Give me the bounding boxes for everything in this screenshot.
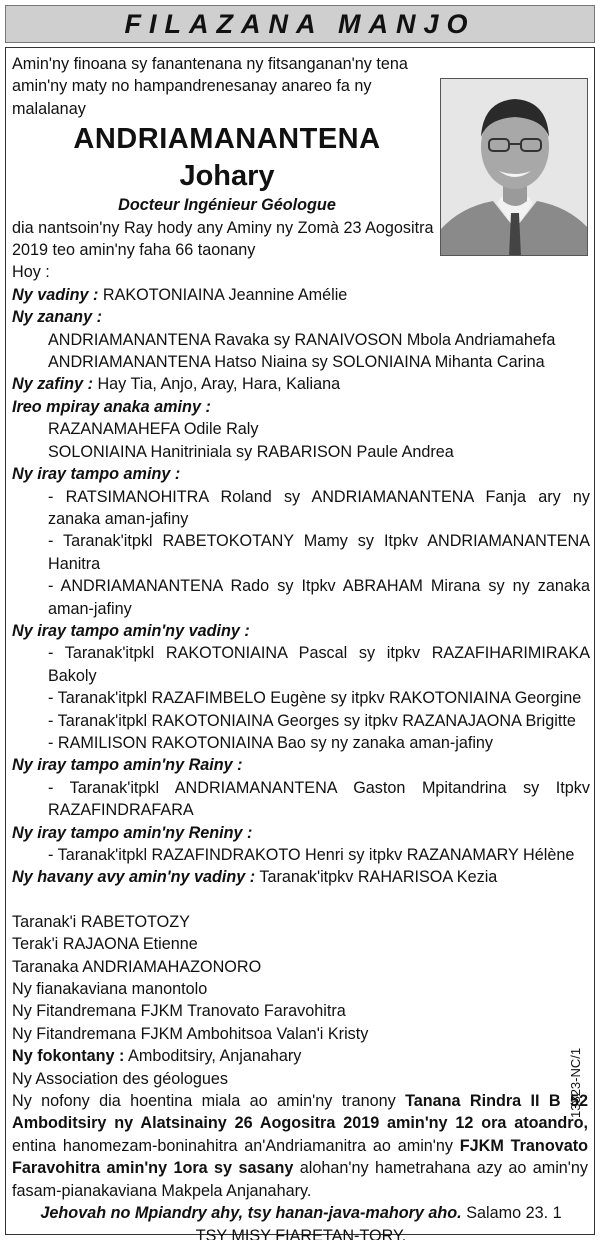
family-group-label [12,463,590,485]
relative-line: Ny Fitandremana FJKM Tranovato Faravohitra [12,1002,346,1021]
death-notice: dia nantsoin'ny Ray hody any Aminy ny Zomà 23 Aogositra 2019 teo amin'ny faha 66 taonany [12,218,434,260]
family-list [12,284,590,889]
family-member: - Taranak'itpkl RAKOTONIAINA Pascal sy itpkv RAZAFIHARIMIRAKA Bakoly [48,644,590,685]
family-group-label [12,306,590,328]
family-member: - ANDRIAMANANTENA Rado sy Itpkv ABRAHAM Mirana sy ny zanaka aman-jafiny [48,577,590,618]
family-member: SOLONIAINA Hanitriniala sy RABARISON Paule Andrea [48,442,454,461]
family-member: - RAMILISON RAKOTONIAINA Bao sy ny zanaka aman-jafiny [48,733,494,752]
family-label: Ny iray tampo amin'ny Reniny : [12,823,253,842]
family-label: Ny zanany : [12,308,102,327]
family-member: ANDRIAMANANTENA Hatso Niaina sy SOLONIAINA Mihanta Carina [48,353,545,372]
family-member: - Taranak'itpkl RAZAFINDRAKOTO Henri sy itpkv RAZANAMARY Hélène [48,846,575,864]
closing-line: TSY MISY FIARETAN-TORY. [195,1226,407,1240]
fokontany-label: Ny fokontany : [12,1047,125,1066]
funeral-text-1: Ny nofony dia hoentina miala ao amin'ny tranony [12,1092,406,1111]
hoy-label: Hoy : [12,263,50,282]
association-line: Ny Association des géologues [12,1069,228,1088]
funeral-church: FJKM Tranovato Faravohitra amin'ny 1ora sy sasany [12,1136,588,1178]
family-member: - Taranak'itpkl RAKOTONIAINA Georges sy itpkv RAZANAJAONA Brigitte [48,711,576,730]
others-list [12,911,590,1045]
family-member: RAZANAMAHEFA Odile Raly [48,420,259,439]
family-inline-value: RAKOTONIAINA Jeannine Amélie [102,285,348,304]
family-group-label [12,866,590,888]
family-label: Ny havany avy amin'ny vadiny : [12,868,256,887]
funeral-details [12,1090,588,1202]
notice-header [5,5,595,43]
family-group-label [12,284,590,306]
relative-line: Ny Fitandremana FJKM Ambohitsoa Valan'i Kristy [12,1024,369,1043]
relative-line: Ny fianakaviana manontolo [12,980,208,999]
family-label: Ny iray tampo amin'ny Rainy : [12,756,243,775]
intro-text: Amin'ny finoana sy fanantenana ny fitsanganan'ny tena amin'ny maty no hampandrenesanay anareo fa ny malalanay [12,55,408,118]
family-label: Ny iray tampo aminy : [12,465,181,484]
funeral-address: Tanana Rindra II B 52 Amboditsiry ny Alatsinainy 26 Aogositra 2019 amin'ny 12 ora atoandro, [12,1092,588,1133]
notice-body [12,53,590,1240]
family-label: Ny iray tampo amin'ny vadiny : [12,621,250,640]
family-group-label [12,754,590,776]
verse-quote: Jehovah no Mpiandry ahy, tsy hanan-java-mahory aho. [40,1204,462,1223]
fokontany-value: Amboditsiry, Anjanahary [128,1047,302,1066]
relative-line: Taranak'i RABETOTOZY [12,912,190,931]
fokontany-line [12,1045,590,1067]
family-label: Ny zafiny : [12,375,93,394]
family-label: Ireo mpiray anaka aminy : [12,397,211,416]
family-member: ANDRIAMANANTENA Ravaka sy RANAIVOSON Mbola Andriamahefa [48,330,556,349]
deceased-surname: ANDRIAMANANTENA [73,123,381,156]
family-inline-value: Hay Tia, Anjo, Aray, Hara, Kaliana [97,375,341,394]
verse-ref: Salamo 23. 1 [466,1204,562,1223]
funeral-text-3: alohan'ny hametrahana azy ao amin'ny fasam-pianakaviana Makpela Anjanahary. [12,1159,588,1200]
relative-line: Terak'i RAJAONA Etienne [12,935,198,954]
family-member: - Taranak'itpkl RAZAFIMBELO Eugène sy itpkv RAKOTONIAINA Georgine [48,689,582,708]
family-group-label [12,373,590,395]
relative-line: Taranaka ANDRIAMAHAZONORO [12,957,262,976]
family-member: - Taranak'itpkl ANDRIAMANANTENA Gaston Mpitandrina sy Itpkv RAZAFINDRAFARA [48,778,590,820]
family-member: - Taranak'itpkl RABETOKOTANY Mamy sy Itpkv ANDRIAMANANTENA Hanitra [48,532,590,573]
family-member: - RATSIMANOHITRA Roland sy ANDRIAMANANTENA Fanja ary ny zanaka aman-jafiny [48,487,590,528]
family-group-label [12,396,590,418]
verse-line [12,1202,590,1224]
deceased-firstname: Johary [179,160,275,193]
reference-code [568,1028,586,1118]
family-label: Ny vadiny : [12,285,99,304]
notice-header-title: FILAZANA MANJO [124,8,476,39]
deceased-title: Docteur Ingénieur Géologue [118,196,336,215]
family-inline-value: Taranak'itpkv RAHARISOA Kezia [259,868,498,887]
family-group-label [12,620,590,642]
funeral-text-2: entina hanomezam-boninahitra an'Andriamanitra ao amin'ny [12,1136,460,1155]
reference-code-text: 13823-NC/1 [568,1047,583,1118]
family-group-label [12,822,590,844]
